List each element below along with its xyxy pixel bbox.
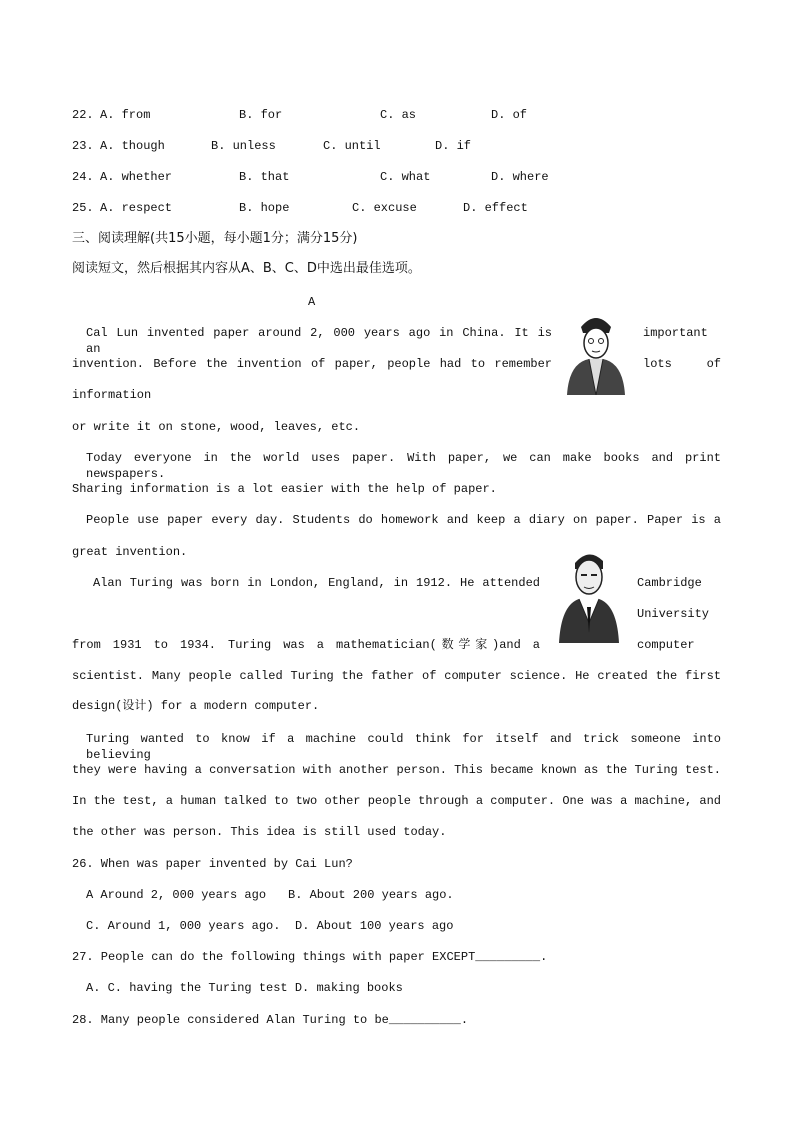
option-c: C. until: [323, 139, 381, 153]
passage-line: invention. Before the invention of paper, people had to remember: [72, 357, 552, 371]
option-a: A. respect: [100, 201, 173, 215]
option-c: C. as: [380, 108, 417, 122]
option-a: A. though: [100, 139, 165, 153]
question-number: 23.: [72, 139, 94, 153]
cai-lun-portrait: [563, 305, 629, 395]
question-27-stem: 27. People can do the following things with paper EXCEPT_________.: [72, 950, 548, 964]
passage-line: computer: [637, 638, 695, 652]
option-d: D. if: [435, 139, 472, 153]
question-26-option-b: B. About 200 years ago.: [288, 888, 454, 902]
passage-line: important: [643, 326, 708, 340]
option-d: D. where: [491, 170, 549, 184]
passage-line: Turing wanted to know if a machine could think for itself and trick someone into believing: [86, 732, 721, 762]
option-a: A. from: [100, 108, 151, 122]
question-number: 24.: [72, 170, 94, 184]
section-title: 三、阅读理解(共15小题，每小题1分；满分15分): [72, 231, 358, 246]
passage-line: or write it on stone, wood, leaves, etc.: [72, 420, 361, 434]
passage-line: the other was person. This idea is still used today.: [72, 825, 447, 839]
passage-line: Cambridge: [637, 576, 702, 590]
option-d: D. effect: [463, 201, 528, 215]
passage-line: great invention.: [72, 545, 188, 559]
option-d: D. of: [491, 108, 528, 122]
instruction: 阅读短文，然后根据其内容从A、B、C、D中选出最佳选项。: [72, 261, 421, 276]
passage-line: lots of: [643, 357, 721, 371]
option-b: B. for: [239, 108, 283, 122]
question-number: 22.: [72, 108, 94, 122]
passage-line: scientist. Many people called Turing the father of computer science. He created the first: [72, 669, 721, 683]
passage-line: design(设计) for a modern computer.: [72, 699, 320, 713]
question-number: 25.: [72, 201, 94, 215]
passage-line: People use paper every day. Students do homework and keep a diary on paper. Paper is a: [86, 513, 721, 527]
question-26-option-d: D. About 100 years ago: [295, 919, 454, 933]
question-27-options: A. C. having the Turing test D. making books: [86, 981, 403, 995]
passage-line: Cal Lun invented paper around 2, 000 years ago in China. It is an: [86, 326, 552, 356]
passage-label: A: [308, 295, 316, 309]
option-b: B. that: [239, 170, 290, 184]
passage-line: information: [72, 388, 152, 402]
alan-turing-portrait: [557, 543, 621, 643]
question-26-option-a: A Around 2, 000 years ago: [86, 888, 267, 902]
passage-line: they were having a conversation with another person. This became known as the Turing test.: [72, 763, 721, 777]
passage-line: In the test, a human talked to two other people through a computer. One was a machine, and: [72, 794, 721, 808]
passage-line: Alan Turing was born in London, England, in 1912. He attended: [93, 576, 540, 590]
question-28-stem: 28. Many people considered Alan Turing to be__________.: [72, 1013, 469, 1027]
passage-line: Today everyone in the world uses paper. With paper, we can make books and print newspapers.: [86, 451, 721, 481]
option-b: B. unless: [211, 139, 276, 153]
passage-line: University: [637, 607, 710, 621]
option-a: A. whether: [100, 170, 173, 184]
option-b: B. hope: [239, 201, 290, 215]
option-c: C. what: [380, 170, 431, 184]
passage-line: from 1931 to 1934. Turing was a mathematician(数学家)and a: [72, 638, 540, 652]
option-c: C. excuse: [352, 201, 417, 215]
question-26-stem: 26. When was paper invented by Cai Lun?: [72, 857, 353, 871]
question-26-option-c: C. Around 1, 000 years ago.: [86, 919, 281, 933]
passage-line: Sharing information is a lot easier with the help of paper.: [72, 482, 497, 496]
